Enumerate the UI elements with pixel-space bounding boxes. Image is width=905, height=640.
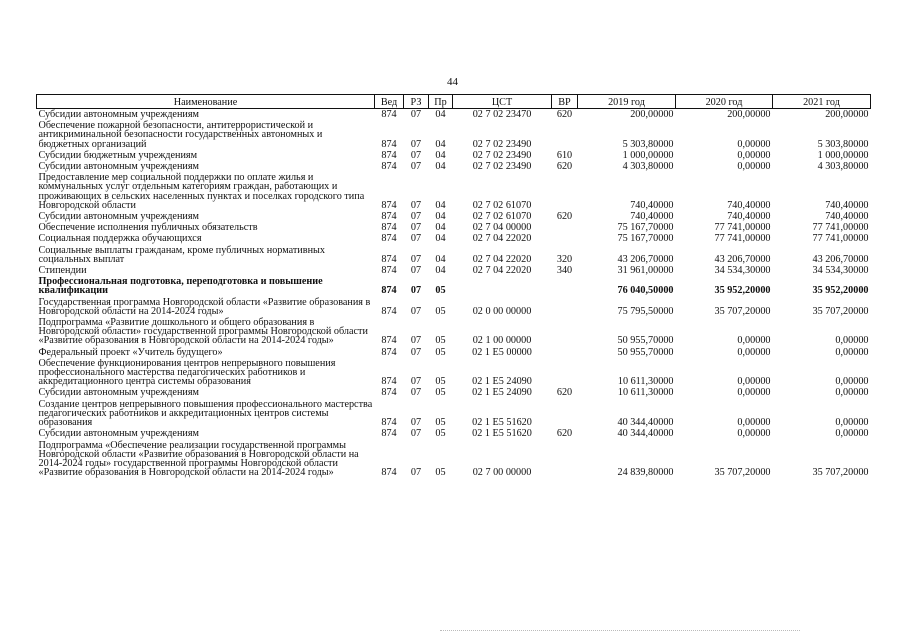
cell-y2019: 200,00000 xyxy=(630,109,674,120)
cell-rz: 07 xyxy=(410,161,422,173)
cell-y2020: 0,00000 xyxy=(737,417,771,429)
cell-name: Субсидии бюджетным учреждениям xyxy=(38,149,198,161)
cell-y2021: 35 707,20000 xyxy=(812,305,869,317)
cell-rz: 07 xyxy=(410,346,422,358)
cell-pr: 04 xyxy=(435,138,446,150)
header-pr: Пр xyxy=(429,95,453,109)
header-2021: 2021 год xyxy=(773,95,871,109)
cell-ved: 874 xyxy=(381,253,397,265)
cell-pr: 04 xyxy=(435,233,446,245)
cell-ved: 874 xyxy=(381,467,397,479)
cell-vr: 610 xyxy=(556,149,573,161)
cell-y2019: 4 303,80000 xyxy=(622,161,674,173)
cell-y2020: 740,40000 xyxy=(727,211,771,223)
table-row xyxy=(37,317,871,347)
cell-ved: 874 xyxy=(381,428,397,440)
cell-pr: 04 xyxy=(435,265,446,277)
cell-name: Создание центров непрерывного повышения профессионального мастерства педагогических работников и аккредитационных центров системы образования xyxy=(38,398,373,429)
cell-rz: 07 xyxy=(410,233,422,245)
cell-y2019: 40 344,40000 xyxy=(617,417,674,429)
cell-y2019: 75 795,50000 xyxy=(617,305,674,317)
cell-vr: 320 xyxy=(556,253,573,265)
cell-rz: 07 xyxy=(410,199,422,211)
cell-y2020: 35 707,20000 xyxy=(714,467,771,479)
cell-name: Предоставление мер социальной поддержки по оплате жилья и коммунальных услуг отдельным категориям граждан, работающих и проживающих в сельских населенных пунктах и поселках городского типа Новгородской области xyxy=(38,172,365,211)
cell-y2020: 77 741,00000 xyxy=(714,222,771,234)
cell-name: Социальные выплаты гражданам, кроме публичных нормативных социальных выплат xyxy=(38,244,325,265)
cell-rz: 07 xyxy=(410,387,422,399)
cell-y2019: 1 000,00000 xyxy=(622,149,674,161)
cell-cst: 02 7 02 61070 xyxy=(472,211,532,223)
cell-ved: 874 xyxy=(381,346,397,358)
cell-y2021: 34 534,30000 xyxy=(812,265,869,277)
cell-ved: 874 xyxy=(381,222,397,234)
cell-ved: 874 xyxy=(381,376,397,388)
table-row xyxy=(37,358,871,388)
cell-y2019: 10 611,30000 xyxy=(617,387,674,399)
table-row xyxy=(37,211,871,222)
cell-ved: 874 xyxy=(381,211,397,223)
cell-cst: 02 1 E5 24090 xyxy=(472,376,532,388)
cell-vr: 340 xyxy=(556,265,573,277)
cell-name: Обеспечение функционирования центров непрерывного повышения профессионального мастерства педагогических работников и аккредитационного центра системы образования xyxy=(38,357,336,388)
table-row xyxy=(37,245,871,265)
cell-ved: 874 xyxy=(381,149,397,161)
cell-y2021: 77 741,00000 xyxy=(812,233,869,245)
cell-y2021: 0,00000 xyxy=(835,335,869,347)
cell-pr: 05 xyxy=(435,467,446,479)
cell-ved: 874 xyxy=(381,109,397,120)
scan-artifact-line xyxy=(440,630,800,634)
cell-name: Государственная программа Новгородской области «Развитие образования в Новгородской области на 2014-2024 годы» xyxy=(38,296,371,317)
cell-vr: 620 xyxy=(556,161,573,173)
cell-pr: 04 xyxy=(435,253,446,265)
cell-pr: 04 xyxy=(435,149,446,161)
cell-pr: 05 xyxy=(435,335,446,347)
cell-cst: 02 7 02 23470 xyxy=(472,109,532,120)
table-body xyxy=(37,109,871,479)
cell-y2021: 0,00000 xyxy=(835,387,869,399)
table-row xyxy=(37,265,871,276)
cell-y2019: 740,40000 xyxy=(630,211,674,223)
cell-y2020: 0,00000 xyxy=(737,161,771,173)
page-number: 44 xyxy=(447,76,458,88)
cell-cst: 02 7 02 23490 xyxy=(472,149,532,161)
cell-rz: 07 xyxy=(410,138,422,150)
table-row xyxy=(37,276,871,296)
cell-y2020: 0,00000 xyxy=(737,138,771,150)
table-row xyxy=(37,428,871,439)
header-cst: ЦСТ xyxy=(453,95,552,109)
cell-y2021: 0,00000 xyxy=(835,376,869,388)
cell-name: Социальная поддержка обучающихся xyxy=(38,233,202,245)
cell-ved: 874 xyxy=(381,138,397,150)
cell-cst: 02 7 04 00000 xyxy=(472,222,532,234)
cell-y2020: 43 206,70000 xyxy=(714,253,771,265)
table-row xyxy=(37,233,871,244)
cell-vr xyxy=(552,233,578,244)
cell-rz: 07 xyxy=(410,109,422,120)
cell-cst: 02 7 02 23490 xyxy=(472,161,532,173)
cell-y2019: 31 961,00000 xyxy=(617,265,674,277)
table-row xyxy=(37,440,871,479)
table-row xyxy=(37,120,871,150)
cell-name: Обеспечение исполнения публичных обязательств xyxy=(38,222,258,234)
header-2020: 2020 год xyxy=(676,95,773,109)
cell-rz: 07 xyxy=(410,417,422,429)
cell-cst: 02 1 E5 51620 xyxy=(472,428,532,440)
cell-pr: 05 xyxy=(435,285,446,297)
cell-vr xyxy=(552,120,578,150)
table-row xyxy=(37,150,871,161)
cell-y2021: 35 952,20000 xyxy=(812,285,869,297)
cell-y2021: 740,40000 xyxy=(825,199,869,211)
cell-y2020: 0,00000 xyxy=(737,149,771,161)
cell-cst: 02 1 E5 00000 xyxy=(472,346,532,358)
cell-y2020: 0,00000 xyxy=(737,376,771,388)
cell-y2020: 0,00000 xyxy=(737,335,771,347)
cell-y2021: 740,40000 xyxy=(825,211,869,223)
cell-cst: 02 7 04 22020 xyxy=(472,265,532,277)
header-vr: ВР xyxy=(552,95,578,109)
cell-y2020: 740,40000 xyxy=(727,199,771,211)
cell-y2021: 5 303,80000 xyxy=(817,138,869,150)
table-row xyxy=(37,347,871,358)
cell-name: Профессиональная подготовка, переподготовка и повышение квалификации xyxy=(38,276,323,297)
cell-cst: 02 7 02 61070 xyxy=(472,199,532,211)
cell-rz: 07 xyxy=(410,265,422,277)
cell-name: Подпрограмма «Обеспечение реализации государственной программы Новгородской области «Развитие образования в Новгородской области на 2014-2024 годы» государственной программы Новгородской области «Развитие образования в Новгородской области на 2014-2024 годы» xyxy=(38,439,359,479)
cell-rz: 07 xyxy=(410,149,422,161)
table-row xyxy=(37,161,871,172)
cell-rz: 07 xyxy=(410,428,422,440)
cell-y2019: 50 955,70000 xyxy=(617,335,674,347)
cell-name: Субсидии автономным учреждениям xyxy=(38,109,199,120)
cell-y2020: 35 707,20000 xyxy=(714,305,771,317)
cell-vr xyxy=(552,222,578,233)
cell-pr: 05 xyxy=(435,417,446,429)
cell-y2020: 0,00000 xyxy=(737,387,771,399)
cell-ved: 874 xyxy=(381,335,397,347)
cell-pr: 04 xyxy=(435,199,446,211)
cell-y2020: 77 741,00000 xyxy=(714,233,771,245)
cell-y2020: 34 534,30000 xyxy=(714,265,771,277)
table-row xyxy=(37,109,871,121)
cell-vr: 620 xyxy=(556,109,573,120)
cell-name: Федеральный проект «Учитель будущего» xyxy=(38,346,223,358)
cell-ved: 874 xyxy=(381,265,397,277)
cell-rz: 07 xyxy=(410,222,422,234)
cell-rz: 07 xyxy=(410,376,422,388)
cell-y2020: 35 952,20000 xyxy=(714,285,771,297)
cell-pr: 04 xyxy=(435,109,446,120)
table-row xyxy=(37,172,871,211)
cell-y2019: 5 303,80000 xyxy=(622,138,674,150)
cell-rz: 07 xyxy=(410,467,422,479)
cell-y2019: 24 839,80000 xyxy=(617,467,674,479)
cell-y2021: 35 707,20000 xyxy=(812,467,869,479)
cell-y2019: 76 040,50000 xyxy=(617,285,674,297)
cell-y2021: 0,00000 xyxy=(835,428,869,440)
cell-y2021: 1 000,00000 xyxy=(817,149,869,161)
cell-vr: 620 xyxy=(556,428,573,440)
cell-rz: 07 xyxy=(410,335,422,347)
cell-vr xyxy=(552,172,578,211)
cell-cst: 02 1 00 00000 xyxy=(472,335,532,347)
cell-y2019: 40 344,40000 xyxy=(617,428,674,440)
cell-ved: 874 xyxy=(381,285,397,297)
cell-pr: 04 xyxy=(435,161,446,173)
cell-y2021: 77 741,00000 xyxy=(812,222,869,234)
cell-name: Субсидии автономным учреждениям xyxy=(38,428,199,440)
cell-ved: 874 xyxy=(381,417,397,429)
table-row xyxy=(37,222,871,233)
cell-name: Стипендии xyxy=(38,265,87,277)
table-row xyxy=(37,387,871,398)
cell-y2020: 200,00000 xyxy=(727,109,771,120)
cell-vr: 620 xyxy=(556,387,573,399)
cell-vr: 620 xyxy=(556,211,573,223)
cell-y2021: 43 206,70000 xyxy=(812,253,869,265)
cell-rz: 07 xyxy=(410,285,422,297)
cell-y2019: 75 167,70000 xyxy=(617,233,674,245)
cell-rz: 07 xyxy=(410,211,422,223)
cell-cst: 02 7 02 23490 xyxy=(472,138,532,150)
cell-y2021: 4 303,80000 xyxy=(817,161,869,173)
cell-ved: 874 xyxy=(381,199,397,211)
cell-vr xyxy=(552,399,578,429)
cell-y2020: 0,00000 xyxy=(737,346,771,358)
budget-table xyxy=(36,94,871,478)
table-row xyxy=(37,399,871,429)
cell-vr xyxy=(552,440,578,479)
cell-y2020: 0,00000 xyxy=(737,428,771,440)
cell-pr: 05 xyxy=(435,387,446,399)
cell-ved: 874 xyxy=(381,233,397,245)
cell-pr: 05 xyxy=(435,305,446,317)
cell-vr xyxy=(552,347,578,358)
cell-name: Субсидии автономным учреждениям xyxy=(38,387,199,399)
header-2019: 2019 год xyxy=(578,95,676,109)
cell-rz: 07 xyxy=(410,305,422,317)
cell-cst: 02 1 E5 51620 xyxy=(472,417,532,429)
cell-y2021: 0,00000 xyxy=(835,346,869,358)
cell-name: Субсидии автономным учреждениям xyxy=(38,211,199,223)
cell-rz: 07 xyxy=(410,253,422,265)
cell-pr: 04 xyxy=(435,211,446,223)
cell-cst: 02 0 00 00000 xyxy=(472,305,532,317)
table-row xyxy=(37,297,871,317)
cell-pr: 04 xyxy=(435,222,446,234)
cell-vr xyxy=(552,276,578,296)
cell-cst xyxy=(453,276,552,296)
header-name: Наименование xyxy=(37,95,375,109)
cell-y2021: 0,00000 xyxy=(835,417,869,429)
cell-name: Субсидии автономным учреждениям xyxy=(38,161,199,173)
cell-y2019: 43 206,70000 xyxy=(617,253,674,265)
header-rz: РЗ xyxy=(404,95,429,109)
cell-name: Обеспечение пожарной безопасности, антитеррористической и антикриминальной безопасности государственных автономных и бюджетных организаций xyxy=(38,120,323,150)
cell-cst: 02 7 04 22020 xyxy=(472,253,532,265)
table-header-row xyxy=(37,95,871,109)
cell-cst: 02 7 04 22020 xyxy=(472,233,532,245)
header-ved: Вед xyxy=(375,95,404,109)
cell-y2021: 200,00000 xyxy=(825,109,869,120)
cell-vr xyxy=(552,317,578,347)
cell-vr xyxy=(552,297,578,317)
cell-y2019: 50 955,70000 xyxy=(617,346,674,358)
cell-pr: 05 xyxy=(435,376,446,388)
cell-ved: 874 xyxy=(381,161,397,173)
cell-name: Подпрограмма «Развитие дошкольного и общего образования в Новгородской области» государственной программы Новгородской области «Развитие образования в Новгородской области на 2014-2024 годы» xyxy=(38,317,368,347)
cell-pr: 05 xyxy=(435,428,446,440)
cell-vr xyxy=(552,358,578,388)
cell-y2019: 10 611,30000 xyxy=(617,376,674,388)
cell-y2019: 740,40000 xyxy=(630,199,674,211)
cell-y2019: 75 167,70000 xyxy=(617,222,674,234)
cell-cst: 02 7 00 00000 xyxy=(472,467,532,479)
cell-cst: 02 1 E5 24090 xyxy=(472,387,532,399)
cell-ved: 874 xyxy=(381,387,397,399)
cell-ved: 874 xyxy=(381,305,397,317)
cell-pr: 05 xyxy=(435,346,446,358)
